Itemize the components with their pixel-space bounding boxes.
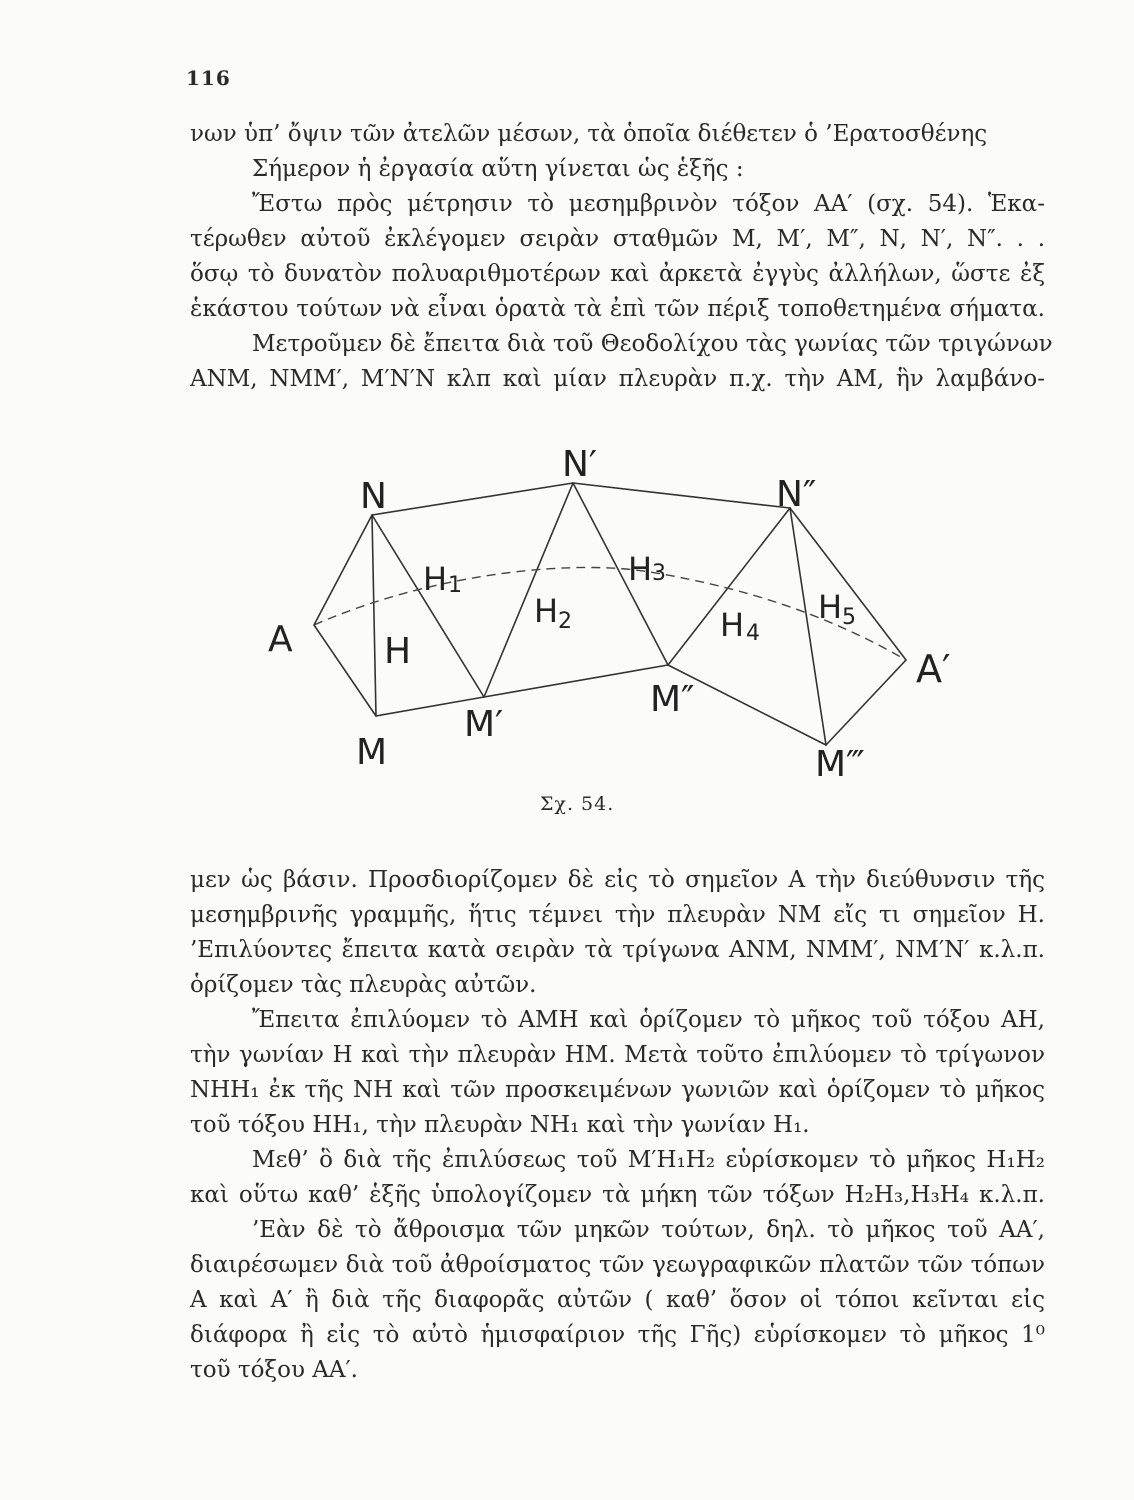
page-number: 116 — [186, 66, 231, 90]
text-line: τέρωθεν αὐτοῦ ἐκλέγομεν σειρὰν σταθμῶν Μ, Μ′, Μ″, Ν, Ν′, Ν″. . . — [190, 226, 1045, 252]
text-line: Α καὶ Α′ ἢ διὰ τῆς διαφορᾶς αὐτῶν ( καθ’ ὅσον οἱ τόποι κεῖνται εἰς — [190, 1287, 1045, 1313]
text-line: ὅσῳ τὸ δυνατὸν πολυαριθμοτέρων καὶ ἀρκετὰ ἐγγὺς ἀλλήλων, ὥστε ἐξ — [190, 261, 1045, 287]
side-N1-M2 — [573, 483, 668, 665]
vertex-label-M-double-prime: M″ — [650, 679, 695, 720]
point-label-H5-subscript: 5 — [842, 605, 856, 630]
point-label-H3-subscript: 3 — [652, 561, 666, 586]
top-paragraphs — [190, 117, 1053, 397]
text-line: νων ὑπ’ ὄψιν τῶν ἀτελῶν μέσων, τὰ ὁποῖα διέθετεν ὁ ’Ερατοσθένης — [190, 121, 988, 147]
bottom-chain-line — [376, 665, 826, 745]
text-line: Μετροῦμεν δὲ ἔπειτα διὰ τοῦ Θεοδολίχου τὰς γωνίας τῶν τριγώνων — [252, 331, 1053, 357]
figure-caption: Σχ. 54. — [540, 793, 615, 815]
text-line: ἑκάστου τούτων νὰ εἶναι ὁρατὰ τὰ ἐπὶ τῶν πέριξ τοποθετημένα σήματα. — [190, 296, 1045, 322]
point-label-H3: H — [628, 550, 653, 588]
text-line: καὶ οὕτω καθ’ ἑξῆς ὑπολογίζομεν τὰ μήκη τῶν τόξων Η₂Η₃,Η₃Η₄ κ.λ.π. — [190, 1182, 1045, 1208]
side-M2-N2 — [668, 508, 790, 665]
side-A-M — [314, 625, 376, 716]
meridian-arc — [314, 567, 906, 660]
vertex-label-N-double-prime: N″ — [776, 474, 817, 515]
side-N-M — [372, 515, 376, 716]
vertex-label-M-prime: M′ — [464, 704, 504, 745]
point-label-H1: H — [423, 560, 448, 598]
side-N2-A1 — [790, 508, 906, 660]
bottom-paragraphs — [190, 863, 1045, 1388]
text-line: ὁρίζομεν τὰς πλευρὰς αὐτῶν. — [190, 972, 537, 998]
vertex-label-A: A — [268, 619, 293, 660]
point-label-H1-subscript: 1 — [448, 573, 462, 598]
vertex-label-M: M — [356, 732, 388, 773]
text-line: ΑΝΜ, ΝΜΜ′, Μ′Ν′Ν κλπ καὶ μίαν πλευρὰν π.χ. τὴν ΑΜ, ἣν λαμβάνο- — [190, 366, 1045, 392]
vertex-label-N-prime: N′ — [562, 444, 598, 485]
point-label-H: H — [384, 631, 412, 672]
point-label-H4-subscript: 4 — [746, 621, 760, 646]
text-line: Ἔπειτα ἐπιλύομεν τὸ ΑΜΗ καὶ ὁρίζομεν τὸ μῆκος τοῦ τόξου ΑΗ, — [252, 1007, 1045, 1033]
text-line: μεν ὡς βάσιν. Προσδιορίζομεν δὲ εἰς τὸ σημεῖον Α τὴν διεύθυνσιν τῆς — [190, 867, 1045, 893]
text-line: τοῦ τόξου ΗΗ₁, τὴν πλευρὰν ΝΗ₁ καὶ τὴν γωνίαν Η₁. — [190, 1112, 810, 1138]
text-line: ’Επιλύοντες ἔπειτα κατὰ σειρὰν τὰ τρίγωνα ΑΝΜ, ΝΜΜ′, ΝΜ′Ν′ κ.λ.π. — [190, 937, 1045, 963]
text-line: ΝΗΗ₁ ἐκ τῆς ΝΗ καὶ τῶν προσκειμένων γωνιῶν καὶ ὁρίζομεν τὸ μῆκος — [190, 1077, 1045, 1103]
vertex-label-A-prime: A′ — [916, 647, 951, 691]
text-line: τοῦ τόξου ΑΑ′. — [190, 1357, 358, 1383]
vertex-label-N: N — [360, 476, 387, 517]
text-line: διαιρέσωμεν διὰ τοῦ ἀθροίσματος τῶν γεωγραφικῶν πλατῶν τῶν τόπων — [190, 1252, 1045, 1278]
text-line: διάφορα ἢ εἰς τὸ αὐτὸ ἡμισφαίριον τῆς Γῆς) εὑρίσκομεν τὸ μῆκος 1⁰ — [190, 1322, 1045, 1348]
text-line: μεσημβρινῆς γραμμῆς, ἥτις τέμνει τὴν πλευρὰν ΝΜ εἴς τι σημεῖον Η. — [190, 902, 1045, 928]
text-line: ’Εὰν δὲ τὸ ἄθροισμα τῶν μηκῶν τούτων, δηλ. τὸ μῆκος τοῦ ΑΑ′, — [252, 1217, 1045, 1243]
text-line: Ἔστω πρὸς μέτρησιν τὸ μεσημβρινὸν τόξον ΑΑ′ (σχ. 54). Ἑκα- — [252, 191, 1045, 217]
side-M3-A1 — [826, 660, 906, 745]
text-line: Μεθ’ ὃ διὰ τῆς ἐπιλύσεως τοῦ Μ′Η₁Η₂ εὑρίσκομεν τὸ μῆκος Η₁Η₂ — [252, 1147, 1045, 1173]
side-M1-N1 — [484, 483, 573, 697]
side-N2-M3 — [790, 508, 826, 745]
point-label-H5: H — [818, 588, 843, 626]
top-chain-line — [372, 483, 790, 515]
point-label-H2-subscript: 2 — [558, 609, 572, 634]
point-label-H4: H — [720, 606, 745, 644]
text-line: Σήμερον ἡ ἐργασία αὕτη γίνεται ὡς ἑξῆς : — [252, 156, 744, 182]
text-line: τὴν γωνίαν Η καὶ τὴν πλευρὰν ΗΜ. Μετὰ τοῦτο ἐπιλύομεν τὸ τρίγωνον — [190, 1042, 1045, 1068]
vertex-label-M-triple-prime: M‴ — [815, 744, 865, 785]
side-N-M1 — [372, 515, 484, 697]
point-label-H2: H — [534, 592, 559, 630]
side-A-N — [314, 515, 372, 625]
